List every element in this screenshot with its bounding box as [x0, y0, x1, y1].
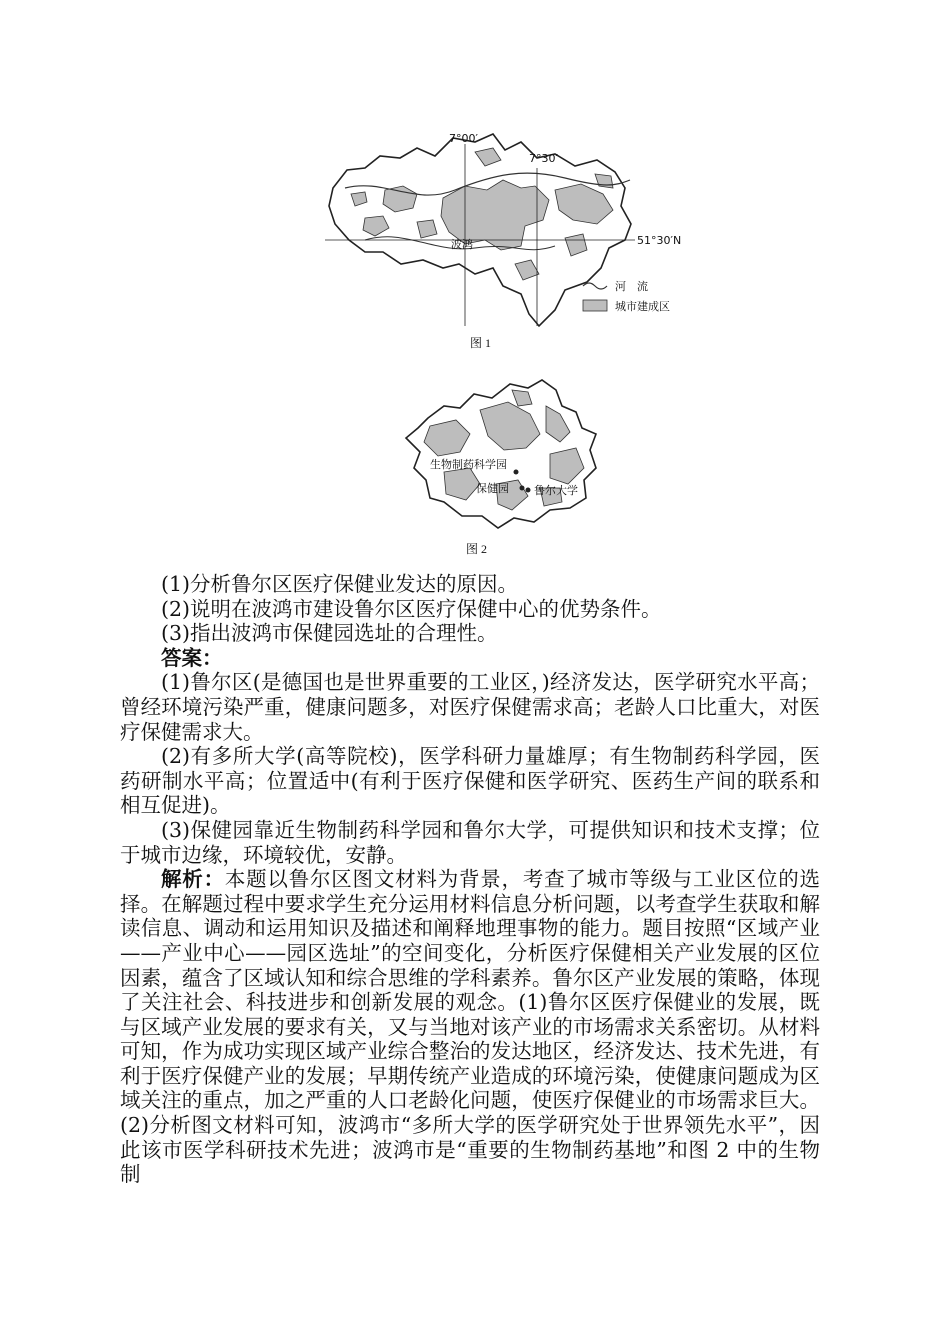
figure-2-caption: 图 2 — [466, 542, 488, 556]
legend-urban-symbol — [583, 300, 607, 311]
health-park-marker — [520, 486, 525, 491]
legend-urban-label: 城市建成区 — [615, 300, 670, 313]
city-label-bochum: 波鸿 — [451, 238, 473, 251]
figure-2-map — [400, 376, 610, 532]
answer-2: (2)有多所大学(高等院校)，医学科研力量雄厚；有生物制药科学园，医药研制水平高；位置适中(有利于医疗保健和医学研究、医药生产间的联系和相互促进)。 — [120, 744, 820, 818]
answer-1: (1)鲁尔区(是德国也是世界重要的工业区，)经济发达，医学研究水平高；曾经环境污染严重，健康问题多，对医疗保健需求高；老龄人口比重大，对医疗保健需求大。 — [120, 670, 820, 744]
longitude-label-2: 7°30′ — [529, 152, 558, 165]
figure-1-map — [325, 128, 705, 333]
question-2: (2)说明在波鸿市建设鲁尔区医疗保健中心的优势条件。 — [161, 596, 662, 621]
question-3: (3)指出波鸿市保健园选址的合理性。 — [161, 621, 498, 646]
latitude-label: 51°30′N — [637, 234, 682, 247]
label-ruhr-university: 鲁尔大学 — [534, 484, 578, 497]
university-marker — [526, 488, 531, 493]
legend-river-label: 河 流 — [615, 280, 648, 293]
analysis-paragraph — [120, 867, 820, 1187]
legend-river-symbol — [583, 283, 607, 289]
answer-heading: 答案： — [161, 645, 223, 670]
figure-1-caption: 图 1 — [470, 336, 492, 350]
label-biotech-park: 生物制药科学园 — [430, 458, 507, 471]
analysis-text: 本题以鲁尔区图文材料为背景，考查了城市等级与工业区位的选择。在解题过程中要求学生充分运用材料信息分析问题，以考查学生获取和解读信息、调动和运用知识及描述和阐释地理事物的能力。题目按照“区域产业——产业中心——园区选址”的空间变化，分析医疗保健相关产业发展的区位因素，蕴含了区域认知和综合思维的学科素养。鲁尔区产业发展的策略，体现了关注社会、科技进步和创新发展的观念。(1)鲁尔区医疗保健业的发展，既与区域产业发展的要求有关，又与当地对该产业的市场需求关系密切。从材料可知，作为成功实现区域产业综合整治的发达地区，经济发达、技术先进，有利于医疗保健产业的发展；早期传统产业造成的环境污染，使健康问题成为区域关注的重点，加之严重的人口老龄化问题，使医疗保健业的市场需求巨大。(2)分析图文材料可知，波鸿市“多所大学的医学研究处于世界领先水平”，因此该市医学科研技术先进；波鸿市是“重要的生物制药基地”和图 2 中的生物制 — [120, 867, 821, 1187]
longitude-label-1: 7°00′ — [449, 132, 478, 145]
biotech-park-marker — [514, 470, 519, 475]
label-health-park: 保健园 — [476, 482, 509, 495]
figure-1-svg — [325, 128, 705, 333]
answer-3: (3)保健园靠近生物制药科学园和鲁尔大学，可提供知识和技术支撑；位于城市边缘，环境较优，安静。 — [120, 817, 820, 867]
question-1: (1)分析鲁尔区医疗保健业发达的原因。 — [161, 572, 519, 596]
question-text-block — [120, 572, 820, 1187]
figure-2-svg — [400, 376, 610, 532]
analysis-heading: 解析： — [161, 867, 225, 892]
